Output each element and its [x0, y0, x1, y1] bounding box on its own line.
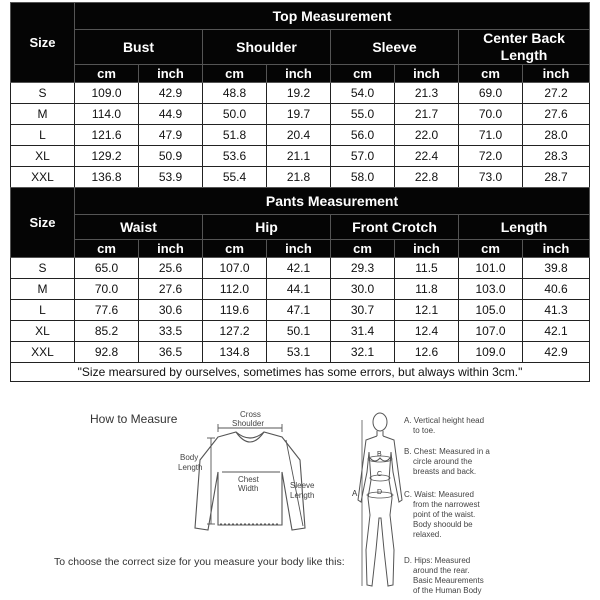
pants-measurement-table [10, 187, 590, 382]
unit-header: inch [267, 240, 331, 258]
note-line: to toe. [413, 426, 436, 435]
measure-value: 101.0 [459, 258, 523, 279]
size-row [11, 146, 590, 167]
note-line: A. Vertical height head [404, 416, 485, 425]
marker-c: C [377, 471, 383, 478]
measure-value: 19.7 [267, 104, 331, 125]
body-length-arrow [207, 438, 215, 524]
size-header: Size [11, 188, 75, 258]
size-row [11, 167, 590, 188]
note-line: circle around the [413, 457, 473, 466]
unit-header: inch [395, 65, 459, 83]
measure-value: 50.9 [139, 146, 203, 167]
measure-value: 53.9 [139, 167, 203, 188]
measure-value: 36.5 [139, 342, 203, 363]
chest-width-label: Chest [238, 475, 259, 484]
measure-value: 11.5 [395, 258, 459, 279]
size-row [11, 342, 590, 363]
unit-header: inch [523, 65, 590, 83]
size-label: L [11, 125, 75, 146]
measure-value: 21.1 [267, 146, 331, 167]
measure-value: 31.4 [331, 321, 395, 342]
note-b [404, 447, 514, 477]
sleeve-length-label: Sleeve [290, 481, 315, 490]
measure-value: 44.9 [139, 104, 203, 125]
note-line: around the rear. [413, 566, 470, 575]
note-line: breasts and back. [413, 467, 477, 476]
measure-value: 109.0 [75, 83, 139, 104]
measure-value: 109.0 [459, 342, 523, 363]
size-header: Size [11, 3, 75, 83]
measure-value: 54.0 [331, 83, 395, 104]
measure-value: 11.8 [395, 279, 459, 300]
measure-value: 55.0 [331, 104, 395, 125]
measure-value: 39.8 [523, 258, 590, 279]
measure-value: 42.9 [523, 342, 590, 363]
cross-shoulder-label: Shoulder [232, 419, 265, 428]
size-label: S [11, 258, 75, 279]
note-line: B. Chest: Measured in a [404, 447, 490, 456]
measure-value: 107.0 [203, 258, 267, 279]
measure-value: 30.6 [139, 300, 203, 321]
measure-value: 69.0 [459, 83, 523, 104]
section-title: Top Measurement [75, 3, 590, 30]
body-length-label: Body [180, 453, 199, 462]
unit-header: cm [459, 240, 523, 258]
measure-value: 32.1 [331, 342, 395, 363]
cross-shoulder-label: Cross [240, 410, 261, 419]
measure-value: 47.1 [267, 300, 331, 321]
measure-value: 71.0 [459, 125, 523, 146]
marker-d: D [377, 489, 383, 496]
measure-value: 51.8 [203, 125, 267, 146]
measure-value: 70.0 [459, 104, 523, 125]
note-line: relaxed. [413, 530, 442, 539]
note-line: from the narrowest [413, 500, 480, 509]
measure-value: 12.4 [395, 321, 459, 342]
unit-header: cm [75, 240, 139, 258]
measure-value: 44.1 [267, 279, 331, 300]
measure-value: 41.3 [523, 300, 590, 321]
measure-value: 12.1 [395, 300, 459, 321]
measure-value: 29.3 [331, 258, 395, 279]
measure-value: 92.8 [75, 342, 139, 363]
unit-header: cm [331, 65, 395, 83]
group-header: Bust [75, 30, 203, 65]
unit-header: cm [75, 65, 139, 83]
unit-header: cm [203, 65, 267, 83]
note-line: Body shoould be [413, 520, 473, 529]
size-label: L [11, 300, 75, 321]
choose-size-instruction: To choose the correct size for you measure your body like this: [54, 556, 345, 568]
measure-value: 57.0 [331, 146, 395, 167]
sleeve-length-label: Length [290, 491, 315, 500]
size-label: XXL [11, 342, 75, 363]
measure-value: 65.0 [75, 258, 139, 279]
note-c [404, 490, 514, 540]
size-row [11, 125, 590, 146]
group-header: Hip [203, 215, 331, 240]
body-length-label: Length [178, 463, 203, 472]
group-header: Shoulder [203, 30, 331, 65]
measure-value: 27.6 [523, 104, 590, 125]
group-header: Sleeve [331, 30, 459, 65]
group-header: Center Back Length [459, 30, 590, 65]
unit-header: inch [267, 65, 331, 83]
unit-header: inch [523, 240, 590, 258]
measure-value: 47.9 [139, 125, 203, 146]
measure-value: 20.4 [267, 125, 331, 146]
measure-value: 107.0 [459, 321, 523, 342]
measure-value: 27.6 [139, 279, 203, 300]
note-line: point of the waist. [413, 510, 476, 519]
measure-value: 134.8 [203, 342, 267, 363]
chest-width-label: Width [238, 484, 259, 493]
group-header: Waist [75, 215, 203, 240]
measure-value: 22.8 [395, 167, 459, 188]
group-header: Front Crotch [331, 215, 459, 240]
note-line: D. Hips: Measured [404, 556, 471, 565]
measure-value: 127.2 [203, 321, 267, 342]
note-a [404, 416, 514, 436]
size-label: XL [11, 146, 75, 167]
measure-value: 30.7 [331, 300, 395, 321]
measure-value: 73.0 [459, 167, 523, 188]
note-d [404, 556, 514, 596]
marker-b: B [377, 451, 382, 458]
measure-value: 114.0 [75, 104, 139, 125]
measure-value: 28.7 [523, 167, 590, 188]
measure-value: 50.0 [203, 104, 267, 125]
measure-value: 112.0 [203, 279, 267, 300]
size-label: XXL [11, 167, 75, 188]
size-label: M [11, 279, 75, 300]
measure-value: 25.6 [139, 258, 203, 279]
measure-value: 22.4 [395, 146, 459, 167]
measure-value: 40.6 [523, 279, 590, 300]
measure-value: 119.6 [203, 300, 267, 321]
measure-value: 53.6 [203, 146, 267, 167]
measure-value: 22.0 [395, 125, 459, 146]
measure-value: 28.0 [523, 125, 590, 146]
footnote: "Size mearsured by ourselves, sometimes has some errors, but always within 3cm." [11, 363, 590, 382]
measure-value: 56.0 [331, 125, 395, 146]
measure-value: 129.2 [75, 146, 139, 167]
measure-value: 19.2 [267, 83, 331, 104]
measure-value: 55.4 [203, 167, 267, 188]
measure-value: 33.5 [139, 321, 203, 342]
measure-value: 28.3 [523, 146, 590, 167]
size-label: M [11, 104, 75, 125]
measure-value: 12.6 [395, 342, 459, 363]
measure-value: 103.0 [459, 279, 523, 300]
size-row [11, 258, 590, 279]
measure-value: 105.0 [459, 300, 523, 321]
measure-value: 48.8 [203, 83, 267, 104]
measure-value: 121.6 [75, 125, 139, 146]
unit-header: cm [203, 240, 267, 258]
unit-header: inch [395, 240, 459, 258]
measure-value: 42.9 [139, 83, 203, 104]
measure-value: 58.0 [331, 167, 395, 188]
measure-value: 70.0 [75, 279, 139, 300]
unit-header: inch [139, 240, 203, 258]
unit-header: cm [459, 65, 523, 83]
measure-value: 42.1 [267, 258, 331, 279]
group-header: Length [459, 215, 590, 240]
note-line: Basic Meaurements [413, 576, 484, 585]
measure-value: 72.0 [459, 146, 523, 167]
note-line: C. Waist: Measured [404, 490, 474, 499]
measure-value: 21.8 [267, 167, 331, 188]
size-row [11, 279, 590, 300]
measure-value: 27.2 [523, 83, 590, 104]
measure-value: 50.1 [267, 321, 331, 342]
note-line: of the Human Body [413, 586, 482, 595]
size-chart [10, 2, 589, 382]
size-row [11, 83, 590, 104]
size-row [11, 321, 590, 342]
measure-value: 136.8 [75, 167, 139, 188]
measure-value: 42.1 [523, 321, 590, 342]
unit-header: cm [331, 240, 395, 258]
measure-value: 77.6 [75, 300, 139, 321]
how-to-measure-title: How to Measure [90, 412, 178, 426]
top-measurement-table [10, 2, 590, 188]
measure-value: 21.3 [395, 83, 459, 104]
size-label: XL [11, 321, 75, 342]
measure-value: 21.7 [395, 104, 459, 125]
size-row [11, 300, 590, 321]
measure-value: 53.1 [267, 342, 331, 363]
section-title: Pants Measurement [75, 188, 590, 215]
measure-value: 30.0 [331, 279, 395, 300]
human-body-figure [358, 413, 402, 586]
marker-a: A [352, 489, 358, 498]
measure-value: 85.2 [75, 321, 139, 342]
size-label: S [11, 83, 75, 104]
unit-header: inch [139, 65, 203, 83]
size-row [11, 104, 590, 125]
